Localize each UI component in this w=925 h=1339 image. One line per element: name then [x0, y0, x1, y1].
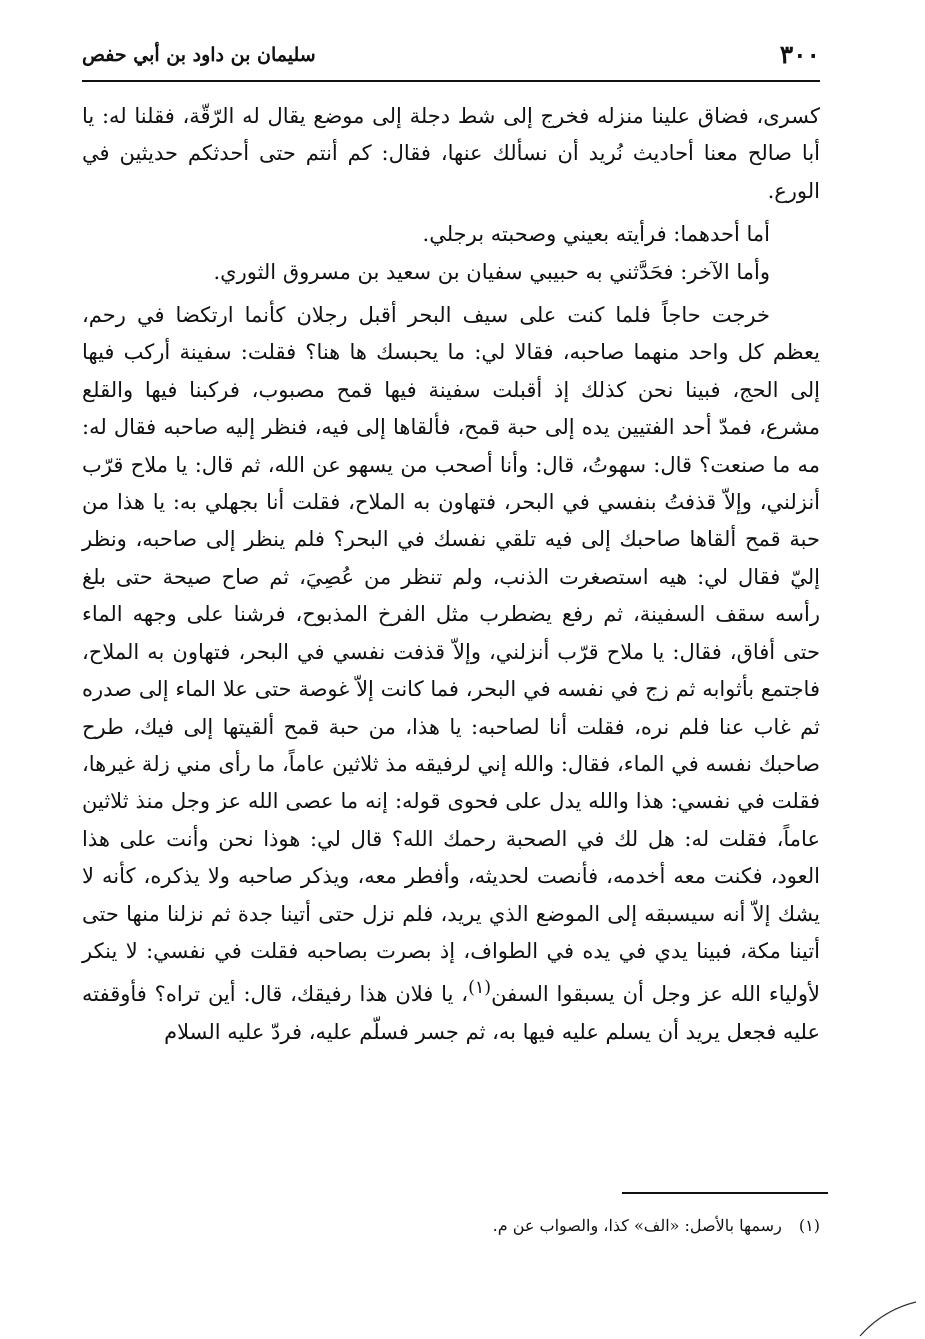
- paragraph-text: ، يا فلان هذا رفيقك، قال: أين تراه؟ فأوقفته عليه فجعل يريد أن يسلم عليه فيها به، ثم جسر فسلّم عليه، فردّ عليه السلام: [82, 982, 820, 1044]
- body-text: [82, 98, 820, 1051]
- paragraph: أما أحدهما: فرأيته بعيني وصحبته برجلي.: [422, 222, 770, 247]
- footnote-text: رسمها بالأصل: «الف» كذا، والصواب عن م.: [492, 1216, 782, 1235]
- paragraph-text: خرجت حاجاً فلما كنت على سيف البحر أقبل رجلان كأنما ارتكضا في رحم، يعظم كل واحد منهما صاحبه، فقالا لي: ما يحبسك ها هنا؟ فقلت: سفينة أركب فيها إلى الحج، فبينا نحن كذلك إذ أقبلت سفينة فيها قمح مصبوب، فركبنا فيها والقلع مشرع، فمدّ أحد الفتيين يده إلى حبة قمح، فألقاها إلى فيه، فنظر إليه صاحبه فقال له: مه ما صنعت؟ قال: سهوتُ، قال: وأنا أصحب من يسهو عن الله، ثم قال: يا ملاح قرّب أنزلني، وإلاّ قذفتُ بنفسي في البحر، فتهاون به الملاح، فقلت أنا بجهلي به: يا هذا من حبة قمح ألقاها صاحبك إلى فيه تلقي نفسك في البحر؟ فلم ينظر إلى صاحبه، ونظر إليّ فقال لي: هيه استصغرت الذنب، ولم تنظر من عُصِيَ، ثم صاح صيحة حتى بلغ رأسه سقف السفينة، ثم رفع يضطرب مثل الفرخ المذبوح، فرشنا على وجهه الماء حتى أفاق، فقال: يا ملاح قرّب أنزلني، وإلاّ قذفت نفسي في البحر، فتهاون به الملاح، فاجتمع بأثوابه ثم زج في نفسه في البحر، فما كانت إلاّ غوصة حتى علا الماء إلى صدره ثم غاب عنا فلم نره، فقلت أنا لصاحبه: يا هذا، من حبة قمح ألقيتها إلى فيك، طرح صاحبك نفسه في الماء، فقال: والله إني لرفيقه مذ ثلاثين عاماً، ما رأى مني زلة غيرها، فقلت في نفسي: هذا والله يدل على فحوى قوله: إنه ما عصى الله عز وجل منذ ثلاثين عاماً، فقلت له: هل لك في الصحبة رحمك الله؟ قال لي: هوذا نحن وأنت على هذا العود، فكنت معه أخدمه، فأنصت لحديثه، وأفطر معه، ويذكر صاحبه ولا يذكره، كأنه لا يشك إلاّ أنه سيسبقه إلى الموضع الذي يريد، فلم نزل حتى أتينا جدة ثم نزلنا منها حتى أتينا مكة، فبينا يدي في يده في الطواف، إذ بصرت بصاحبه فقلت في نفسي: لا ينكر لأولياء الله عز وجل أن يسبقوا السفن: [82, 303, 820, 1007]
- page-number: ٣٠٠: [779, 40, 820, 69]
- paragraph: وأما الآخر: فحَدَّثني به حبيبي سفيان بن سعيد بن مسروق الثوري.: [213, 259, 770, 284]
- footnote-label: (١): [798, 1216, 820, 1235]
- footnote: [82, 1214, 820, 1238]
- page-header: [82, 38, 820, 78]
- scan-edge-mark: [858, 1298, 918, 1338]
- header-rule: [82, 80, 820, 82]
- paragraph: [82, 297, 820, 1051]
- footnote-marker: (١): [468, 978, 492, 999]
- paragraph: كسرى، فضاق علينا منزله فخرج إلى شط دجلة إلى موضع يقال له الرّقّة، فقلنا له: يا أبا صالح معنا أحاديث نُريد أن نسألك عنها، فقال: كم أنتم حتى أحدثكم حديثين في الورع.: [82, 104, 820, 203]
- running-head: سليمان بن داود بن أبي حفص: [82, 44, 316, 66]
- footnote-rule: [622, 1192, 828, 1194]
